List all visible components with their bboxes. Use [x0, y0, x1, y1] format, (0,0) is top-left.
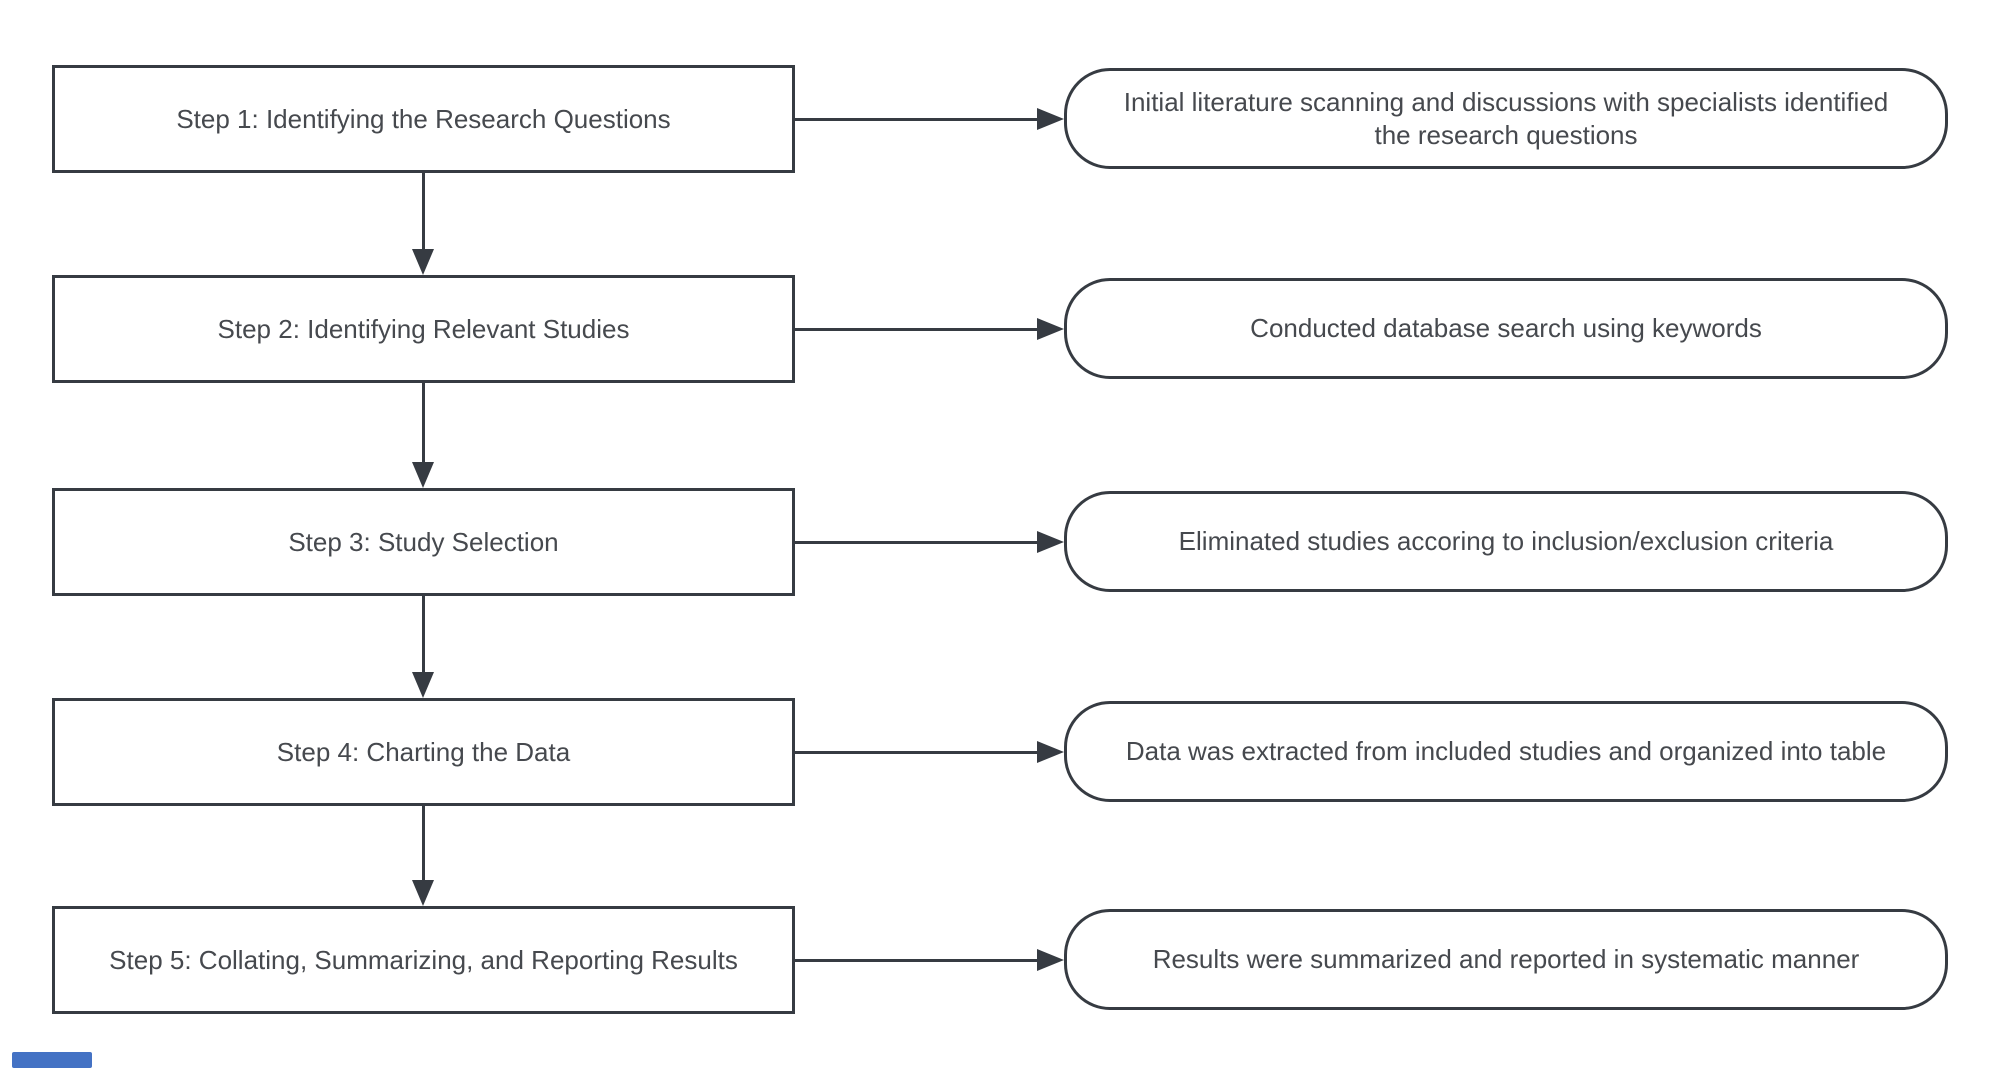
- result-2-label: Conducted database search using keywords: [1250, 313, 1762, 343]
- result-3-box: [1064, 491, 1948, 592]
- result-1-label: Initial literature scanning and discussions with specialists identified the research questions: [1123, 86, 1889, 150]
- result-4-label: Data was extracted from included studies and organized into table: [1125, 736, 1887, 766]
- arrow-down-2-line: [422, 383, 425, 462]
- bottom-left-blue-shape-fragment: [12, 1052, 92, 1068]
- step-5-label: Step 5: Collating, Summarizing, and Reporting Results: [109, 945, 738, 975]
- arrow-down-4-line: [422, 806, 425, 880]
- arrow-step5-to-result5-line: [795, 959, 1038, 962]
- arrow-down-3-head-icon: [412, 672, 434, 698]
- step-5-box: [52, 906, 795, 1014]
- step-2-box: [52, 275, 795, 383]
- arrow-down-2-head-icon: [412, 462, 434, 488]
- arrow-down-1-line: [422, 173, 425, 249]
- result-3-label: Eliminated studies accoring to inclusion/exclusion criteria: [1178, 526, 1834, 556]
- step-3-box: [52, 488, 795, 596]
- step-1-label: Step 1: Identifying the Research Questions: [176, 104, 671, 134]
- arrow-step1-to-result1-head-icon: [1037, 108, 1064, 130]
- step-2-label: Step 2: Identifying Relevant Studies: [217, 314, 630, 344]
- step-4-label: Step 4: Charting the Data: [276, 737, 571, 767]
- arrow-step2-to-result2-head-icon: [1037, 318, 1064, 340]
- step-4-box: [52, 698, 795, 806]
- arrow-step2-to-result2-line: [795, 328, 1038, 331]
- result-5-label: Results were summarized and reported in systematic manner: [1152, 944, 1860, 974]
- result-1-box: [1064, 68, 1948, 169]
- result-5-box: [1064, 909, 1948, 1010]
- arrow-down-4-head-icon: [412, 880, 434, 906]
- arrow-down-3-line: [422, 596, 425, 672]
- arrow-step1-to-result1-line: [795, 118, 1038, 121]
- arrow-step4-to-result4-line: [795, 751, 1038, 754]
- arrow-step5-to-result5-head-icon: [1037, 949, 1064, 971]
- arrow-step4-to-result4-head-icon: [1037, 741, 1064, 763]
- step-3-label: Step 3: Study Selection: [288, 527, 559, 557]
- result-4-box: [1064, 701, 1948, 802]
- step-1-box: [52, 65, 795, 173]
- arrow-step3-to-result3-line: [795, 541, 1038, 544]
- result-2-box: [1064, 278, 1948, 379]
- arrow-down-1-head-icon: [412, 249, 434, 275]
- arrow-step3-to-result3-head-icon: [1037, 531, 1064, 553]
